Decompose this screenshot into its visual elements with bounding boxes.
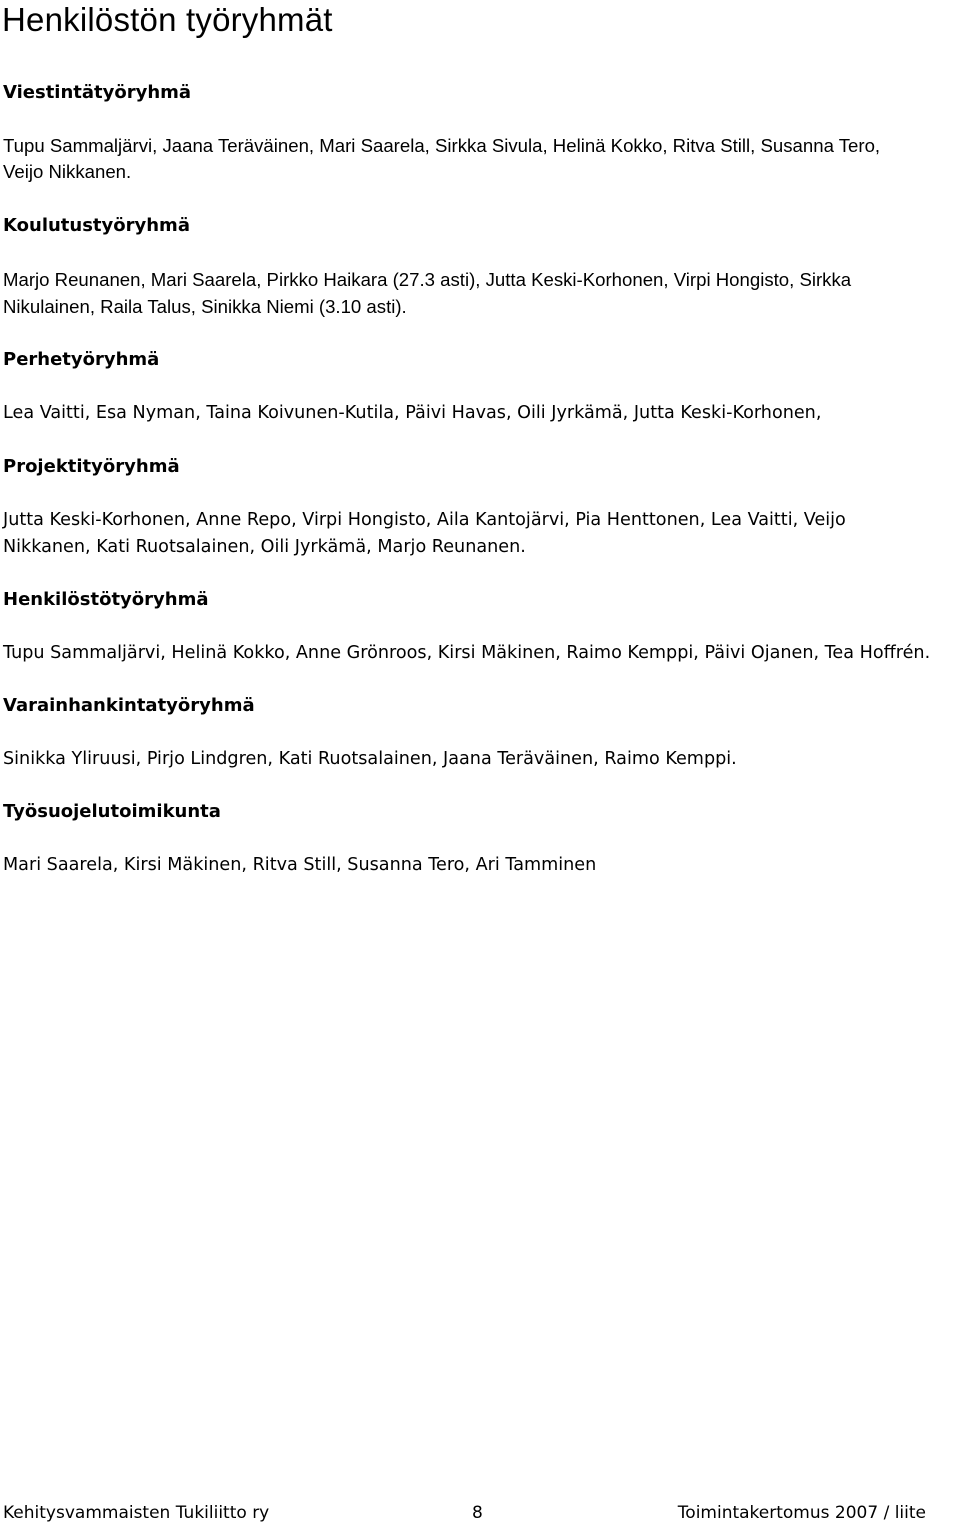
- section-members-line: Veijo Nikkanen.: [3, 161, 132, 182]
- section-heading-projekti: Projektityöryhmä: [3, 456, 180, 477]
- section-members-line: Sinikka Yliruusi, Pirjo Lindgren, Kati Ruotsalainen, Jaana Teräväinen, Raimo Kemppi.: [3, 749, 737, 769]
- section-heading-viestinta: Viestintätyöryhmä: [3, 82, 192, 103]
- section-heading-tyosuojelu: Työsuojelutoimikunta: [3, 801, 221, 822]
- section-heading-perhe: Perhetyöryhmä: [3, 349, 160, 370]
- section-members-line: Mari Saarela, Kirsi Mäkinen, Ritva Still, Susanna Tero, Ari Tamminen: [3, 855, 597, 875]
- section-heading-koulutus: Koulutustyöryhmä: [3, 215, 190, 236]
- footer-document-title: Toimintakertomus 2007 / liite: [677, 1503, 926, 1523]
- page-title: Henkilöstön työryhmät: [2, 1, 333, 38]
- section-members-line: Marjo Reunanen, Mari Saarela, Pirkko Haikara (27.3 asti), Jutta Keski-Korhonen, Virpi Hongisto, Sirkka: [3, 269, 852, 290]
- footer-organization: Kehitysvammaisten Tukiliitto ry: [3, 1503, 270, 1523]
- footer-page-number: 8: [472, 1503, 483, 1523]
- section-heading-varainhankinta: Varainhankintatyöryhmä: [3, 695, 255, 716]
- section-members-line: Nikulainen, Raila Talus, Sinikka Niemi (3.10 asti).: [3, 296, 407, 317]
- section-members-line: Tupu Sammaljärvi, Helinä Kokko, Anne Grönroos, Kirsi Mäkinen, Raimo Kemppi, Päivi Ojanen, Tea Hoffrén.: [3, 643, 931, 663]
- page-footer: [0, 1500, 960, 1526]
- section-members-line: Jutta Keski-Korhonen, Anne Repo, Virpi Hongisto, Aila Kantojärvi, Pia Henttonen, Lea Vaitti, Veijo: [3, 510, 846, 530]
- section-members-line: Tupu Sammaljärvi, Jaana Teräväinen, Mari Saarela, Sirkka Sivula, Helinä Kokko, Ritva Still, Susanna Tero,: [3, 135, 881, 156]
- section-heading-henkilosto: Henkilöstötyöryhmä: [3, 589, 209, 610]
- section-members-line: Nikkanen, Kati Ruotsalainen, Oili Jyrkämä, Marjo Reunanen.: [3, 537, 526, 557]
- section-members-line: Lea Vaitti, Esa Nyman, Taina Koivunen-Kutila, Päivi Havas, Oili Jyrkämä, Jutta Keski-Korhonen,: [3, 403, 822, 423]
